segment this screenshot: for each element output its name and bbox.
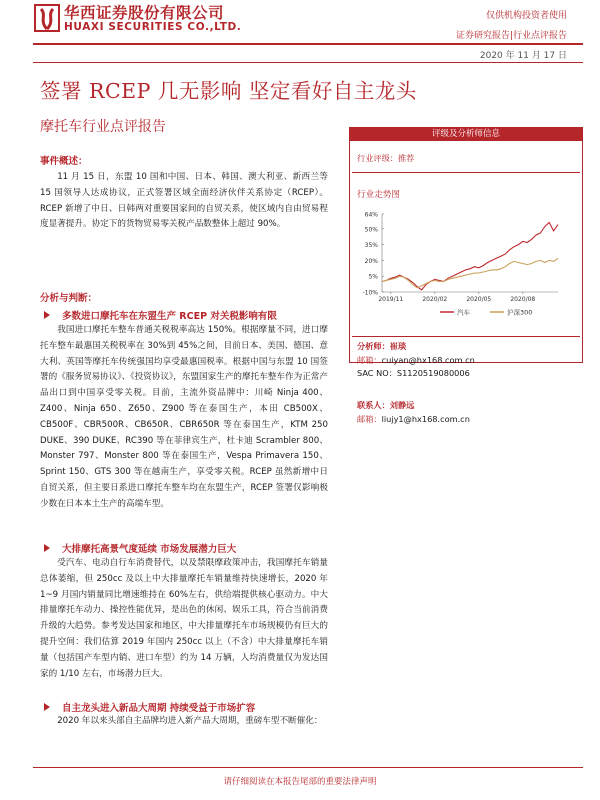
x-tick-label: 2020/05 (466, 296, 492, 303)
analysis-heading: 分析与判断： (40, 293, 98, 304)
y-tick-label: 35% (364, 242, 378, 250)
sidebar-header: 评级及分析师信息 (349, 127, 583, 141)
y-tick-label: 5% (368, 273, 378, 281)
header-divider (33, 43, 583, 45)
rating-line: 行业评级：推荐 (357, 153, 415, 163)
trend-label: 行业走势图 (357, 190, 400, 200)
series-line-csi300 (382, 258, 558, 288)
x-tick-label: 2019/11 (378, 296, 404, 303)
company-name-cn: 华西证券股份有限公司 (64, 4, 225, 22)
x-tick-label: 2020/08 (510, 296, 536, 303)
point-3-text: 2020 年以来头部自主品牌均进入新产品大周期，重磅车型不断催化： (57, 716, 323, 726)
sac-line: SAC NO：S1120519080006 (357, 368, 470, 378)
event-heading: 事件概述： (40, 156, 88, 167)
report-title: 签署 RCEP 几无影响 坚定看好自主龙头 (40, 79, 417, 103)
rating-value: 推荐 (397, 153, 415, 163)
sidebar-divider (352, 336, 580, 337)
report-subtitle: 摩托车行业点评报告 (40, 119, 166, 135)
huaxi-logo-icon (33, 3, 61, 33)
y-tick-label: 64% (364, 211, 378, 219)
y-tick-label: -10% (362, 289, 378, 297)
contact-name: 刘静远 (389, 400, 415, 410)
bullet-triangle-icon (44, 703, 50, 711)
point-3-title: 自主龙头进入新品大周期 持续受益于市场扩容 (44, 700, 255, 714)
report-type: 证券研究报告|行业点评报告 (455, 31, 567, 41)
contact-line: 联系人：刘静远 (357, 400, 415, 410)
contact-email-line: 邮箱：liujy1@hx168.com.cn (357, 414, 470, 424)
contact-email[interactable]: liujy1@hx168.com.cn (381, 414, 470, 424)
audience-note: 仅供机构投资者使用 (485, 11, 567, 21)
analyst-line: 分析师：崔琰 (357, 341, 407, 351)
point-1-title: 多数进口摩托车在东盟生产 RCEP 对关税影响有限 (44, 308, 277, 322)
y-tick-label: 50% (364, 226, 378, 234)
point-2-title: 大排摩托高景气度延续 市场发展潜力巨大 (44, 541, 236, 555)
industry-trend-chart (352, 206, 580, 328)
legend-label: 沪深300 (507, 308, 533, 317)
analyst-email-line: 邮箱：cuiyan@hx168.com.cn (357, 355, 475, 365)
legal-notice: 请仔细阅读在本报告尾部的重要法律声明 (223, 777, 377, 787)
point-1-text: 我国进口摩托车整车普通关税税率高达 150%。根据摩量不同，进口摩托车整车最惠国关税税率在 30%到 45%之间，目前日本、美国、德国、意大利、英国等摩托车传统强国均享受最惠国税率。根据中国与东盟 10 国签署的《服务贸易协议》、《投资协议》，东盟国家生产的摩托车整车作为正常产品出口到中国享受零关税。目前，主流外资品牌中：川崎 Ninja 400、Z400、Ninja 650、Z650、Z900 等在泰国生产，本田 CB500X、CB500F、CBR500R、CB650R、CBR650R 等在泰国生产，KTM 250 DUKE、390 DUKE、RC390 等在菲律宾生产，杜卡迪 Scrambler 800、Monster 797、Monster 800 等在泰国生产，Vespa Primavera 150、Sprint 150、GTS 300 等在越南生产，享受零关税。RCEP 虽然新增中日自贸关系，但主要日系进口摩托车整车均在东盟生产，RCEP 签署仅影响极少数在日本本土生产的高端车型。 (40, 325, 328, 509)
analyst-email[interactable]: cuiyan@hx168.com.cn (381, 355, 475, 365)
bullet-triangle-icon (44, 311, 50, 319)
analyst-name: 崔琰 (389, 341, 407, 351)
sac-number: S1120519080006 (396, 368, 470, 378)
sidebar-divider (352, 172, 580, 173)
event-text: 11 月 15 日，东盟 10 国和中国、日本、韩国、澳大利亚、新西兰等 15 国领导人达成协议，正式签署区域全面经济伙伴关系协定（RCEP）。RCEP 新增了中日、日韩两对重要国家间的自贸关系，使区域内自由贸易程度显著提升。协定下的货物贸易零关税产品数整体上超过 90%。 (40, 172, 328, 230)
x-tick-label: 2020/02 (422, 296, 448, 303)
report-date: 2020 年 11 月 17 日 (479, 51, 567, 61)
point-2-text: 受汽车、电动自行车消费替代，以及禁限摩政策冲击，我国摩托车销量总体萎缩，但 250cc 及以上中大排量摩托车销量维持快速增长，2020 年 1~9 月国内销量同比增速维持在 60%左右，供给端提供核心驱动力。中大排量摩托车动力、操控性能优异，是出色的休闲、娱乐工具，符合当前消费升级的大趋势。参考发达国家和地区，中大排量摩托车市场规模仍有巨大的提升空间：我们估算 2019 年国内 250cc 以上（不含）中大排量摩托车销量（包括国产车型内销、进口车型）约为 14 万辆，人均消费量仅为发达国家的 1/10 左右，市场潜力巨大。 (40, 558, 328, 679)
legend-label: 汽车 (457, 308, 470, 317)
y-tick-label: 20% (364, 257, 378, 265)
footer-divider (33, 767, 583, 768)
company-name-en: HUAXI SECURITIES CO.,LTD. (64, 21, 242, 33)
bullet-triangle-icon (44, 544, 50, 552)
date-divider (33, 62, 583, 63)
